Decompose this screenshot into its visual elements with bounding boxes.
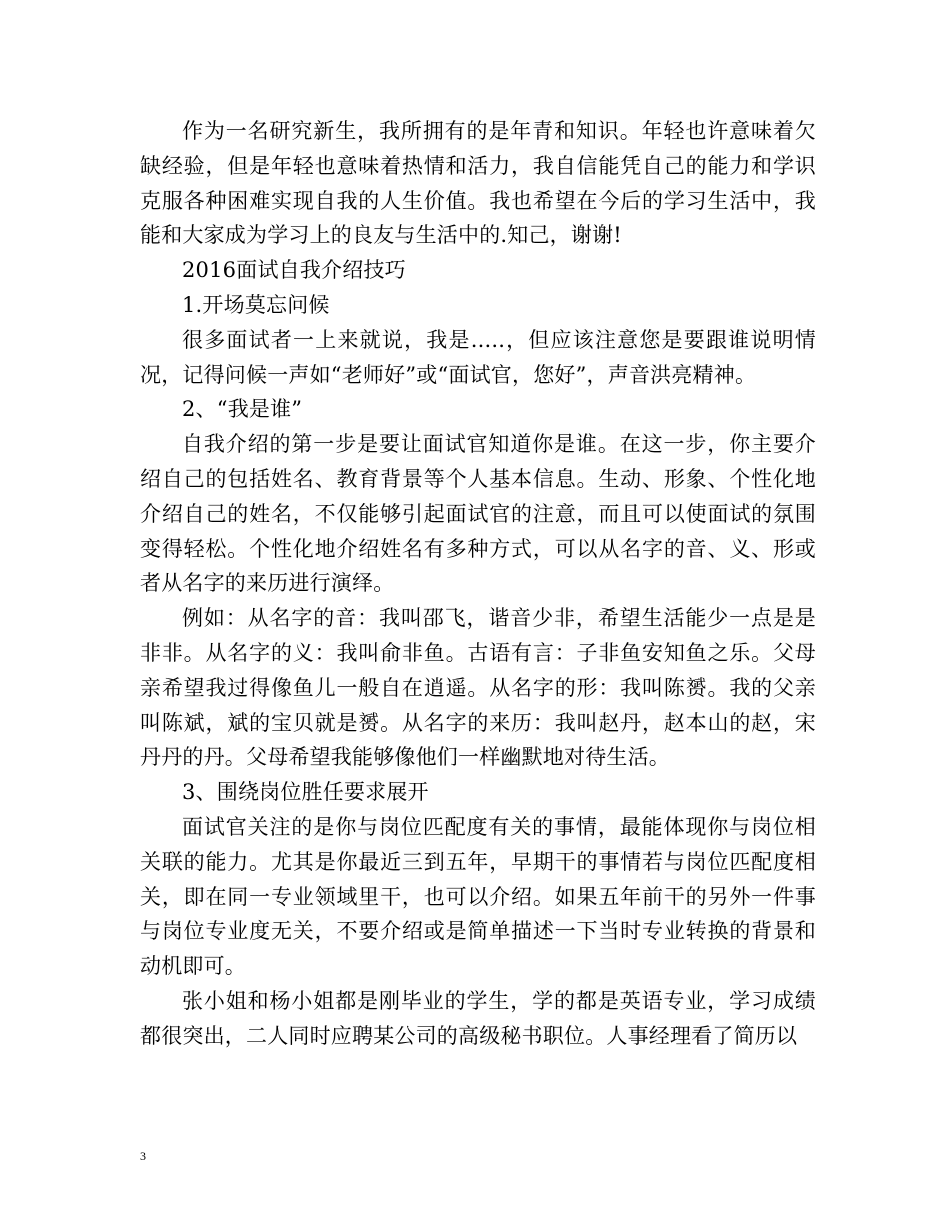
paragraph-job-requirements: 面试官关注的是你与岗位匹配度有关的事情，最能体现你与岗位相关联的能力。尤其是你最近三到五年，早期干的事情若与岗位匹配度相关，即在同一专业领域里干，也可以介绍。如果五年前干的另外一件事与岗位专业度无关，不要介绍或是简单描述一下当时专业转换的背景和动机即可。 [140,814,816,979]
heading-greeting: 1.开场莫忘问候 [182,292,330,317]
paragraph-name-examples: 例如：从名字的音：我叫邵飞，谐音少非，希望生活能少一点是是非非。从名字的义：我叫俞非鱼。古语有言：子非鱼安知鱼之乐。父母亲希望我过得像鱼儿一般自在逍遥。从名字的形：我叫陈赟。我的父亲叫陈斌，斌的宝贝就是赟。从名字的来历：我叫赵丹，赵本山的赵，宋丹丹的丹。父母希望我能够像他们一样幽默地对待生活。 [140,606,816,770]
paragraph-who-am-i: 自我介绍的第一步是要让面试官知道你是谁。在这一步，你主要介绍自己的包括姓名、教育背景等个人基本信息。生动、形象、个性化地介绍自己的姓名，不仅能够引起面试官的注意，而且可以使面试的氛围变得轻松。个性化地介绍姓名有多种方式，可以从名字的音、义、形或者从名字的来历进行演绎。 [140,432,816,596]
paragraph-closing-statement: 作为一名研究新生，我所拥有的是年青和知识。年轻也许意味着欠缺经验，但是年轻也意味着热情和活力，我自信能凭自己的能力和学识克服各种困难实现自我的人生价值。我也希望在今后的学习生活中，我能和大家成为学习上的良友与生活中的.知己，谢谢! [140,119,816,248]
heading-who-am-i: 2、“我是谁” [182,397,303,422]
paragraph-case-example: 张小姐和杨小姐都是刚毕业的学生，学的都是英语专业，学习成绩都很突出，二人同时应聘某公司的高级秘书职位。人事经理看了简历以 [140,988,816,1048]
heading-job-requirements: 3、围绕岗位胜任要求展开 [182,780,429,805]
section-title: 2016面试自我介绍技巧 [182,258,406,283]
paragraph-greeting: 很多面试者一上来就说，我是.....，但应该注意您是要跟谁说明情况，记得问候一声如“老师好”或“面试官，您好”，声音洪亮精神。 [140,327,816,387]
document-body [140,114,816,1054]
page-number: 3 [140,1149,146,1163]
